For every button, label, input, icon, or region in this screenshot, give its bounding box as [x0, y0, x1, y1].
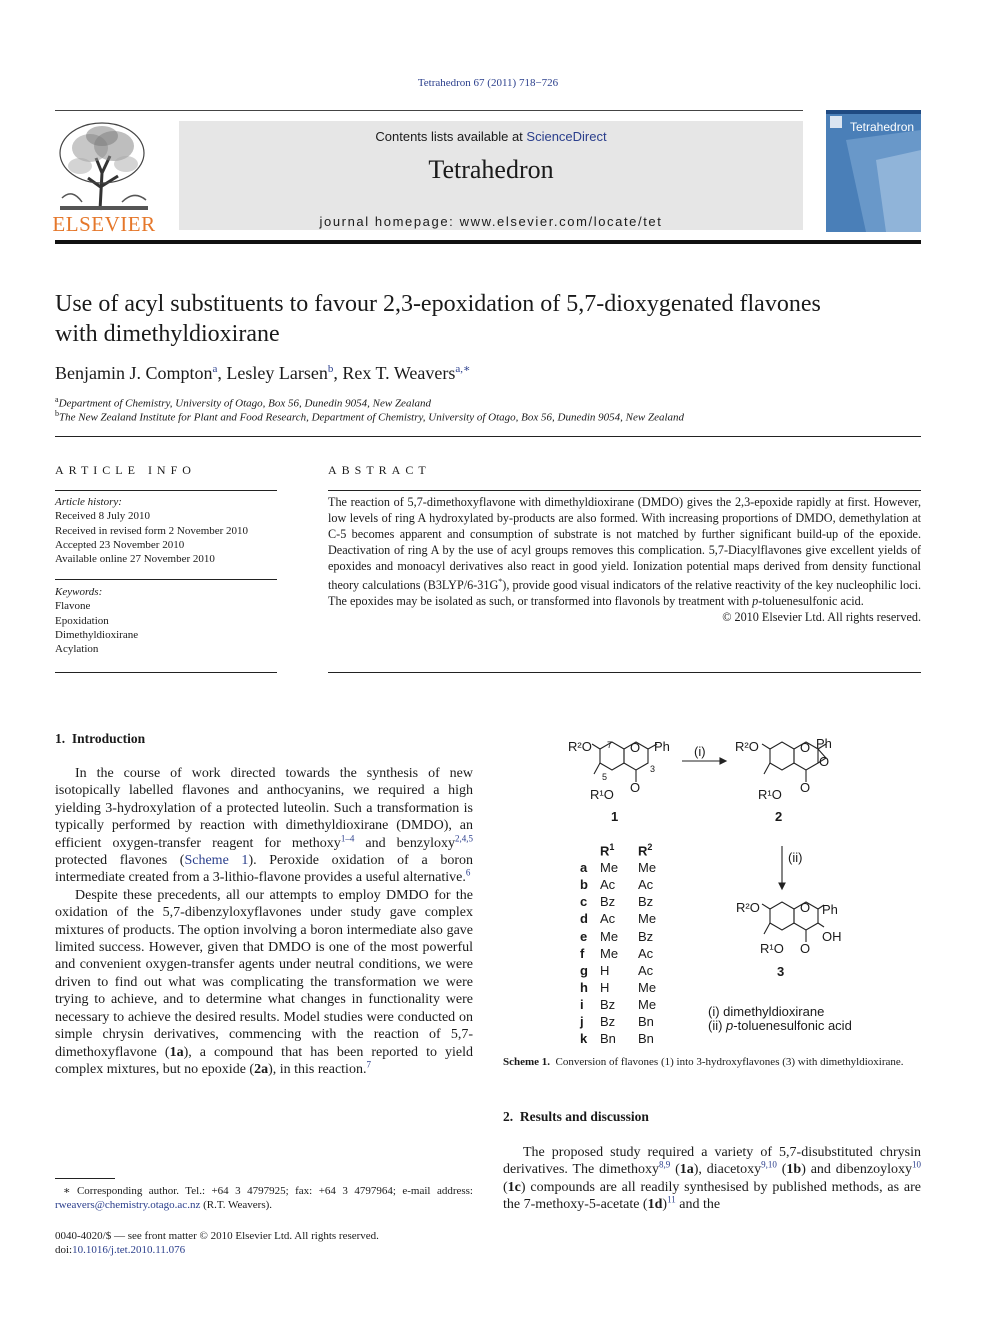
- affiliation-text: Department of Chemistry, University of Otago, Box 56, Dunedin 9054, New Zealand: [58, 397, 431, 410]
- r2-value: Me: [638, 979, 657, 995]
- author-separator: ,: [333, 363, 343, 383]
- introduction-heading: 1. Introduction: [55, 731, 146, 746]
- affiliation-a: [55, 395, 431, 410]
- keywords: [55, 585, 277, 656]
- substituent-table: [580, 842, 676, 1047]
- table-row: [580, 910, 676, 927]
- r2o-label: R²O: [735, 739, 759, 754]
- reagent-ii-italic: p: [726, 1018, 734, 1033]
- affiliation-text: The New Zealand Institute for Plant and Food Research, Department of Chemistry, University of Otago, Box 56, Dunedin 9054, New Zealand: [59, 411, 685, 424]
- text: Despite these precedents, all our attempts to employ DMDO for the oxidation of the 5,7-dibenzyloxyflavones under study gave complex mixtures of products. The option involving a boron intermediate also gave limited success. However, given that DMDO is one of the most powerful and convenient oxygen-transfer agents under neutral conditions, we were driven to find out what was complicating the transformation we were trying to achieve, and to determine what changes in functionality were necessary to achieve the desired results. Model studies were conducted on simple chrysin derivatives, commencing with the reaction of 5,7-dimethoxyflavone (: [55, 887, 473, 1060]
- scheme-1-caption: [503, 1056, 921, 1068]
- article-history-label: Article history:: [55, 496, 122, 508]
- text: (R.T. Weavers).: [200, 1199, 273, 1211]
- issn-line: 0040-4020/$ — see front matter © 2010 Elsevier Ltd. All rights reserved.: [55, 1230, 379, 1242]
- abstract-rule: [328, 490, 921, 491]
- reference-link[interactable]: 9,10: [761, 1159, 777, 1170]
- reference-link[interactable]: 6: [465, 867, 471, 878]
- compound-letter: e: [580, 928, 588, 944]
- text: ∗ Corresponding author. Tel.: +64 3 4797925; fax: +64 3 4797964; e-mail address:: [63, 1185, 473, 1197]
- cover-title: Tetrahedron: [850, 120, 915, 134]
- author-name[interactable]: Benjamin J. Compton: [55, 363, 213, 383]
- compound-ref: 1b: [786, 1162, 802, 1178]
- reference-link[interactable]: 7: [366, 1059, 371, 1070]
- email-link[interactable]: rweavers@chemistry.otago.ac.nz: [55, 1199, 201, 1211]
- author-affiliation-mark[interactable]: a,∗: [455, 363, 471, 375]
- r1-value: Me: [600, 860, 619, 876]
- phenyl-label: Ph: [816, 736, 832, 751]
- text: protected flavones (: [55, 853, 185, 869]
- compound-ref: 1d: [647, 1197, 663, 1213]
- compound-2-label: 2: [775, 809, 783, 824]
- compound-ref: 1a: [679, 1162, 694, 1178]
- affiliation-mark: a: [55, 395, 59, 404]
- r1-value: Me: [600, 928, 619, 944]
- r1-value: Ac: [600, 911, 616, 927]
- article-info-heading: ARTICLE INFO: [55, 463, 196, 477]
- r2-value: Bz: [638, 928, 654, 944]
- article-info-bottom-rule: [55, 672, 277, 673]
- abstract-text-italic: p: [752, 594, 759, 609]
- affiliation-mark: b: [55, 409, 59, 418]
- author-list: [55, 362, 470, 384]
- table-row: [580, 996, 676, 1013]
- compound-ref: 1a: [169, 1044, 184, 1060]
- text: ), diacetoxy: [693, 1162, 762, 1178]
- r2-value: Me: [638, 996, 657, 1012]
- reference-link[interactable]: 8,9: [659, 1159, 671, 1170]
- compound-letter: g: [580, 962, 588, 978]
- keyword-item: Flavone: [55, 600, 91, 613]
- reference-link[interactable]: 2,4,5: [455, 832, 473, 843]
- contents-line: [179, 129, 803, 144]
- compound-letter: c: [580, 894, 588, 910]
- carbonyl-oxygen-label: O: [800, 780, 811, 795]
- r1-value: H: [600, 962, 610, 978]
- author-name[interactable]: Rex T. Weavers: [342, 363, 456, 383]
- r1-value: Bn: [600, 1031, 616, 1047]
- results-paragraph-1: [503, 1144, 921, 1214]
- text: and the: [675, 1197, 721, 1213]
- table-row: [580, 893, 676, 910]
- hydroxyl-label: OH: [822, 929, 842, 944]
- compound-letter: i: [580, 996, 584, 1012]
- table-row: [580, 1030, 676, 1047]
- carbonyl-oxygen-label: O: [630, 780, 641, 795]
- results-heading: 2. Results and discussion: [503, 1109, 649, 1124]
- journal-citation[interactable]: Tetrahedron 67 (2011) 718−726: [417, 77, 559, 89]
- compound-letter: k: [580, 1031, 588, 1047]
- step-ii-label: (ii): [788, 850, 803, 865]
- reference-link[interactable]: 11: [667, 1194, 676, 1205]
- intro-paragraph-2: [55, 887, 473, 1078]
- r2-value: Ac: [638, 945, 654, 961]
- compound-letter: b: [580, 877, 588, 893]
- ring-oxygen-label: O: [800, 740, 811, 755]
- r2-value: Me: [638, 860, 657, 876]
- keyword-item: Epoxidation: [55, 614, 109, 627]
- r2-value: Bn: [638, 1013, 654, 1029]
- abstract-bottom-rule: [328, 672, 921, 673]
- table-row: [580, 979, 676, 996]
- article-title-line-1: Use of acyl substituents to favour 2,3-epoxidation of 5,7-dioxygenated flavones: [55, 291, 821, 317]
- r1o-label: R¹O: [758, 787, 782, 802]
- text: ) compounds are all readily synthesised by published methods, as are the 7-methoxy-5-acetate (: [503, 1179, 921, 1213]
- carbonyl-oxygen-label: O: [800, 941, 811, 956]
- r2-value: Ac: [638, 877, 654, 893]
- compound-letter: a: [580, 860, 588, 876]
- phenyl-label: Ph: [822, 902, 838, 917]
- compound-letter: f: [580, 945, 585, 961]
- journal-title: Tetrahedron: [428, 155, 554, 184]
- r1-value: Bz: [600, 996, 616, 1012]
- journal-homepage-link[interactable]: journal homepage: www.elsevier.com/locate/tet: [319, 214, 663, 229]
- table-row: [580, 859, 676, 876]
- doi-link[interactable]: 10.1016/j.tet.2010.11.076: [72, 1244, 186, 1256]
- abstract-text-2: ), provide good visual indicators of the relative reactivity of the key nucleophilic loci. The epoxides may be isolated as such, or transformed into flavonols by treatment with: [328, 578, 922, 609]
- text: ). Peroxide oxidation of a boron intermediate created from a 3-lithio-flavone provides a useful alternative.: [55, 853, 473, 886]
- ring-oxygen-label: O: [630, 740, 641, 755]
- compound-ref: 2a: [254, 1061, 269, 1077]
- masthead-banner: [179, 121, 803, 230]
- table-header-row: [580, 842, 676, 859]
- footnote-rule: [55, 1178, 115, 1179]
- article-info-rule: [55, 490, 277, 491]
- article-title: [55, 289, 935, 349]
- results-body: [503, 1144, 921, 1214]
- position-5-label: 5: [602, 772, 608, 782]
- text: In the course of work directed towards the synthesis of new isotopically labelled flavones and anthocyanins, we required a high yielding 3-hydroxylation of a protected luteolin. Such a transformation is typically performed by reaction with dimethyldioxirane (DMDO), an efficient oxygen-transfer reagent for methoxy: [55, 766, 473, 851]
- article-title-line-2: with dimethyldioxirane: [55, 321, 280, 347]
- corresponding-author-note: [55, 1184, 473, 1212]
- table-row: [580, 945, 676, 962]
- article-history: [55, 495, 277, 566]
- introduction-body: [55, 765, 473, 1078]
- compound-ref: 1c: [507, 1179, 521, 1195]
- r1o-label: R¹O: [590, 787, 614, 802]
- abstract-text: [328, 494, 921, 609]
- reagent-ii-prefix: (ii): [708, 1018, 727, 1033]
- column-header: [580, 842, 600, 859]
- text: ), a compound that has been reported to yield complex mixtures, but no epoxide (: [55, 1044, 473, 1077]
- masthead-thick-rule: [55, 240, 921, 244]
- scheme-link[interactable]: Scheme 1: [184, 853, 249, 869]
- table-row: [580, 1013, 676, 1030]
- header-divider: [55, 436, 921, 437]
- affiliation-b: [55, 409, 684, 424]
- r1-value: Ac: [600, 877, 616, 893]
- elsevier-logo[interactable]: [52, 118, 156, 234]
- abstract-body: [328, 494, 921, 625]
- r2o-label: R²O: [568, 739, 592, 754]
- reference-link[interactable]: 1–4: [340, 832, 355, 843]
- phenyl-label: Ph: [654, 739, 670, 754]
- text: (: [670, 1162, 680, 1178]
- author-affiliation-mark[interactable]: b: [327, 363, 334, 375]
- caption-label: Scheme 1.: [503, 1056, 551, 1068]
- text: (: [776, 1162, 787, 1178]
- journal-cover-image[interactable]: [826, 110, 921, 232]
- text: The proposed study required a variety of 5,7-disubstituted chrysin derivatives. The dimethoxy: [503, 1145, 921, 1178]
- ring-oxygen-label: O: [800, 900, 811, 915]
- keyword-item: Dimethyldioxirane: [55, 628, 139, 641]
- abstract-text-1: The reaction of 5,7-dimethoxyflavone with dimethyldioxirane (DMDO) gives the 2,3-epoxide rapidly at first. However, low levels of ring A hydroxylated by-products are also formed. With increasing proportions of DMDO, demethylation at C-5 becomes apparent and consumption of substrate is not matched by further significant build-up of the epoxide. Deactivation of ring A by the use of acyl groups removes this complication. 5,7-Diacylflavones give excellent yields of epoxides and monoacyl derivatives also react in good yield. Ionization potential maps derived from density functional theory calculations (B3LYP/6-31G: [328, 495, 921, 593]
- r1-value: H: [600, 979, 610, 995]
- text: ), in this reaction.: [268, 1061, 367, 1077]
- masthead-rule: [55, 110, 803, 111]
- text: (: [503, 1179, 508, 1195]
- step-i-label: (i): [694, 744, 706, 759]
- r2o-label: R²O: [736, 900, 760, 915]
- position-7-label: 7: [607, 740, 613, 750]
- compound-1-label: 1: [611, 809, 619, 824]
- compound-letter: d: [580, 911, 588, 927]
- compound-letter: j: [580, 1013, 584, 1029]
- text: and benzyloxy: [354, 835, 455, 851]
- history-item: Accepted 23 November 2010: [55, 538, 185, 551]
- r2-value: Me: [638, 911, 657, 927]
- contents-prefix: Contents lists available at: [375, 129, 527, 144]
- table-row: [580, 927, 676, 944]
- author-name[interactable]: Lesley Larsen: [226, 363, 328, 383]
- doi-line: [55, 1243, 185, 1257]
- position-3-label: 3: [650, 764, 656, 774]
- keywords-rule: [55, 579, 277, 580]
- r1-value: Bz: [600, 1013, 616, 1029]
- reagent-ii-rest: -toluenesulfonic acid: [733, 1018, 852, 1033]
- history-item: Received in revised form 2 November 2010: [55, 524, 249, 537]
- author-affiliation-mark[interactable]: a: [212, 363, 218, 375]
- abstract-heading: ABSTRACT: [328, 463, 431, 477]
- keyword-item: Acylation: [55, 643, 99, 656]
- table-row: [580, 962, 676, 979]
- column-header-r1: $R^1$: [600, 842, 615, 859]
- r2-value: Bz: [638, 894, 654, 910]
- reagent-i: (i) dimethyldioxirane: [708, 1004, 825, 1019]
- doi-prefix: doi:: [55, 1244, 73, 1256]
- reference-link[interactable]: 10: [911, 1159, 921, 1170]
- intro-paragraph-1: [55, 765, 473, 887]
- compound-letter: h: [580, 979, 588, 995]
- sciencedirect-link[interactable]: ScienceDirect: [526, 129, 607, 144]
- r2-value: Ac: [638, 962, 654, 978]
- abstract-text-3: -toluenesulfonic acid.: [758, 594, 864, 609]
- table-row: [580, 876, 676, 893]
- scheme-1-figure: [560, 728, 920, 1053]
- author-separator: ,: [217, 363, 227, 383]
- epoxide-oxygen-label: O: [819, 754, 830, 769]
- column-header-r2: $R^2$: [638, 842, 653, 859]
- keywords-label: Keywords:: [55, 586, 103, 598]
- r1o-label: R¹O: [760, 941, 784, 956]
- text: ): [662, 1197, 668, 1213]
- text: ) and dibenzoyloxy: [801, 1162, 912, 1178]
- publisher-name: ELSEVIER: [52, 212, 156, 236]
- history-item: Available online 27 November 2010: [55, 553, 215, 566]
- r1-value: Me: [600, 945, 619, 961]
- caption-text: Conversion of flavones (1) into 3-hydroxyflavones (3) with dimethyldioxirane.: [550, 1056, 904, 1068]
- abstract-copyright: © 2010 Elsevier Ltd. All rights reserved.: [722, 610, 921, 625]
- history-item: Received 8 July 2010: [55, 510, 151, 523]
- r1-value: Bz: [600, 894, 616, 910]
- r2-value: Bn: [638, 1031, 654, 1047]
- reagent-ii: [708, 1018, 852, 1033]
- compound-3-label: 3: [777, 964, 785, 979]
- abstract-star: *: [498, 577, 503, 586]
